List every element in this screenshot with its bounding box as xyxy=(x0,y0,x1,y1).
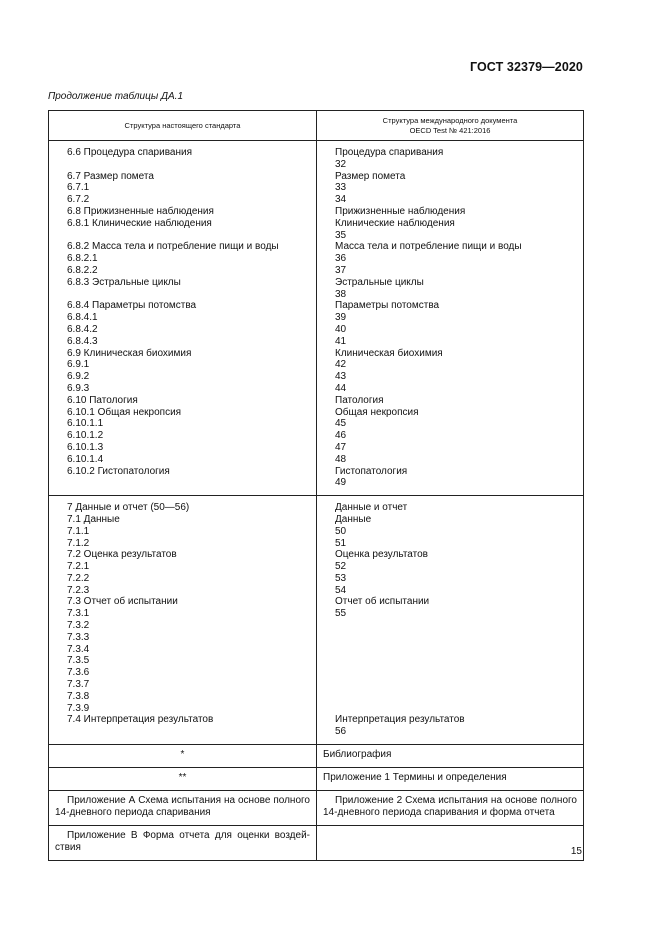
list-line: Данные xyxy=(335,513,372,525)
list-line xyxy=(67,289,312,301)
list-line: 6.9.2 xyxy=(67,371,90,383)
list-line: 41 xyxy=(335,335,347,347)
list-line: 7.3.7 xyxy=(67,679,90,691)
terms-right-cell: Приложение 1 Термины и определения xyxy=(317,768,584,791)
appendix-a-right-cell: Приложение 2 Схема испытания на основе полного 14-дневного периода спаривания и форма отчета xyxy=(317,791,584,826)
list-line: 32 xyxy=(335,158,347,170)
list-line: 7.2.3 xyxy=(67,584,90,596)
appendix-b-left-cell: Приложение В Форма отчета для оценки воздей-ствия xyxy=(49,826,317,861)
list-line: Клинические наблюдения xyxy=(335,217,455,229)
list-line: 6.9 Клиническая биохимия xyxy=(67,347,192,359)
list-line: 48 xyxy=(335,453,347,465)
terms-left-cell: ** xyxy=(49,768,317,791)
list-line: 6.8.4.1 xyxy=(67,312,98,324)
list-line: 6.6 Процедура спаривания xyxy=(67,147,192,158)
list-line: 54 xyxy=(335,584,347,596)
list-line: 7.3.2 xyxy=(67,620,90,632)
list-line: 7.2.1 xyxy=(67,561,90,573)
list-line: 7.3.6 xyxy=(67,667,90,679)
list-line: 7.1 Данные xyxy=(67,513,120,525)
list-line: 50 xyxy=(335,525,347,537)
bibliography-right-cell: Библиография xyxy=(317,745,584,768)
list-line: Процедура спаривания xyxy=(335,147,444,158)
list-line: 34 xyxy=(335,194,347,206)
list-line: 6.8.4.2 xyxy=(67,323,98,335)
list-line xyxy=(335,632,579,644)
bibliography-left-cell: * xyxy=(49,745,317,768)
list-line: 45 xyxy=(335,418,347,430)
list-line: 33 xyxy=(335,182,347,194)
section-6-right-list xyxy=(317,141,583,495)
list-line: 56 xyxy=(335,726,347,738)
list-line: 7.1.2 xyxy=(67,537,90,549)
list-line: 49 xyxy=(335,477,347,489)
list-line: 6.10.1.4 xyxy=(67,453,104,465)
correspondence-table xyxy=(48,110,584,861)
table-row-section-6 xyxy=(49,141,584,496)
list-line: 46 xyxy=(335,430,347,442)
table-caption: Продолжение таблицы ДА.1 xyxy=(48,91,184,102)
list-line: 7.3.8 xyxy=(67,690,90,702)
list-line: 6.10.1 Общая некропсия xyxy=(67,406,182,418)
table-row-appendix-a xyxy=(49,791,584,826)
list-line: 6.8.2.1 xyxy=(67,253,98,265)
section-7-right-list xyxy=(317,496,583,744)
section-6-left-cell xyxy=(49,141,317,496)
list-line: 6.7.1 xyxy=(67,182,90,194)
list-line: 6.8.3 Эстральные циклы xyxy=(67,276,181,288)
list-line: 6.8.1 Клинические наблюдения xyxy=(67,217,212,229)
list-line: Клиническая биохимия xyxy=(335,347,443,359)
list-line: 7.3.9 xyxy=(67,702,90,714)
list-line: Масса тела и потребление пищи и воды xyxy=(335,241,522,253)
list-line xyxy=(335,620,579,632)
list-line: 6.10.1.1 xyxy=(67,418,104,430)
list-line: 52 xyxy=(335,561,347,573)
list-line xyxy=(335,644,579,656)
section-6-right-cell xyxy=(317,141,584,496)
list-line: 7.2 Оценка результатов xyxy=(67,549,177,561)
list-line xyxy=(335,655,579,667)
list-line: 37 xyxy=(335,264,347,276)
list-line: 6.7 Размер помета xyxy=(67,170,154,182)
list-line: 6.10.1.3 xyxy=(67,441,104,453)
list-line: 6.10 Патология xyxy=(67,394,138,406)
list-line: 6.8 Прижизненные наблюдения xyxy=(67,205,214,217)
list-line: 6.8.4.3 xyxy=(67,335,98,347)
document-number: ГОСТ 32379—2020 xyxy=(469,60,583,74)
list-line: 53 xyxy=(335,572,347,584)
list-line: Размер помета xyxy=(335,170,406,182)
list-line xyxy=(335,703,579,715)
list-line: 39 xyxy=(335,312,347,324)
appendix-b-right-cell xyxy=(317,826,584,861)
list-line: Параметры потомства xyxy=(335,300,440,312)
section-6-left-list xyxy=(49,141,316,483)
list-line: 44 xyxy=(335,382,347,394)
list-line: 6.10.2 Гистопатология xyxy=(67,465,170,477)
list-line: 47 xyxy=(335,441,347,453)
list-line: 6.7.2 xyxy=(67,194,90,206)
list-line xyxy=(335,679,579,691)
list-line xyxy=(335,691,579,703)
list-line: Гистопатология xyxy=(335,465,408,477)
list-line: 40 xyxy=(335,323,347,335)
section-7-left-list xyxy=(49,496,316,732)
table-row-bibliography xyxy=(49,745,584,768)
table-row-section-7 xyxy=(49,496,584,745)
list-line: 7.3.4 xyxy=(67,643,90,655)
section-7-left-cell xyxy=(49,496,317,745)
list-line: 6.8.2.2 xyxy=(67,264,98,276)
section-7-right-cell xyxy=(317,496,584,745)
list-line: 7.3.1 xyxy=(67,608,90,620)
list-line: 7.3.5 xyxy=(67,655,90,667)
list-line: Общая некропсия xyxy=(335,406,419,418)
list-line: Прижизненные наблюдения xyxy=(335,205,466,217)
table-row-appendix-b xyxy=(49,826,584,861)
list-line: 7.1.1 xyxy=(67,525,90,537)
list-line: 6.9.1 xyxy=(67,359,90,371)
list-line: 7.3 Отчет об испытании xyxy=(67,596,178,608)
list-line: 38 xyxy=(335,288,347,300)
list-line: Оценка результатов xyxy=(335,549,428,561)
column-header-left: Структура настоящего стандарта xyxy=(49,111,317,141)
list-line: 55 xyxy=(335,608,347,620)
list-line: 6.9.3 xyxy=(67,382,90,394)
table-row-terms xyxy=(49,768,584,791)
column-header-right: Структура международного документа OECD Test № 421:2016 xyxy=(317,111,584,141)
list-line: Данные и отчет xyxy=(335,502,408,514)
table-header-row xyxy=(49,111,584,141)
list-line: 7.3.3 xyxy=(67,631,90,643)
list-line: 36 xyxy=(335,253,347,265)
list-line: Отчет об испытании xyxy=(335,596,430,608)
list-line: 7.4 Интерпретация результатов xyxy=(67,714,214,726)
appendix-a-left-cell: Приложение А Схема испытания на основе полного 14-дневного периода спаривания xyxy=(49,791,317,826)
list-line: 35 xyxy=(335,229,347,241)
list-line: 6.8.4 Параметры потомства xyxy=(67,300,197,312)
list-line xyxy=(67,230,312,242)
list-line: 7.2.2 xyxy=(67,572,90,584)
list-line: 6.8.2 Масса тела и потребление пищи и воды xyxy=(67,241,279,253)
page-number: 15 xyxy=(570,846,582,857)
list-line xyxy=(335,667,579,679)
list-line: 51 xyxy=(335,537,347,549)
list-line: Эстральные циклы xyxy=(335,276,424,288)
list-line: 42 xyxy=(335,359,347,371)
list-line: 6.10.1.2 xyxy=(67,430,104,442)
list-line: 43 xyxy=(335,371,347,383)
list-line: Интерпретация результатов xyxy=(335,714,465,726)
list-line: 7 Данные и отчет (50—56) xyxy=(67,502,190,514)
list-line xyxy=(67,159,312,171)
list-line: Патология xyxy=(335,394,384,406)
